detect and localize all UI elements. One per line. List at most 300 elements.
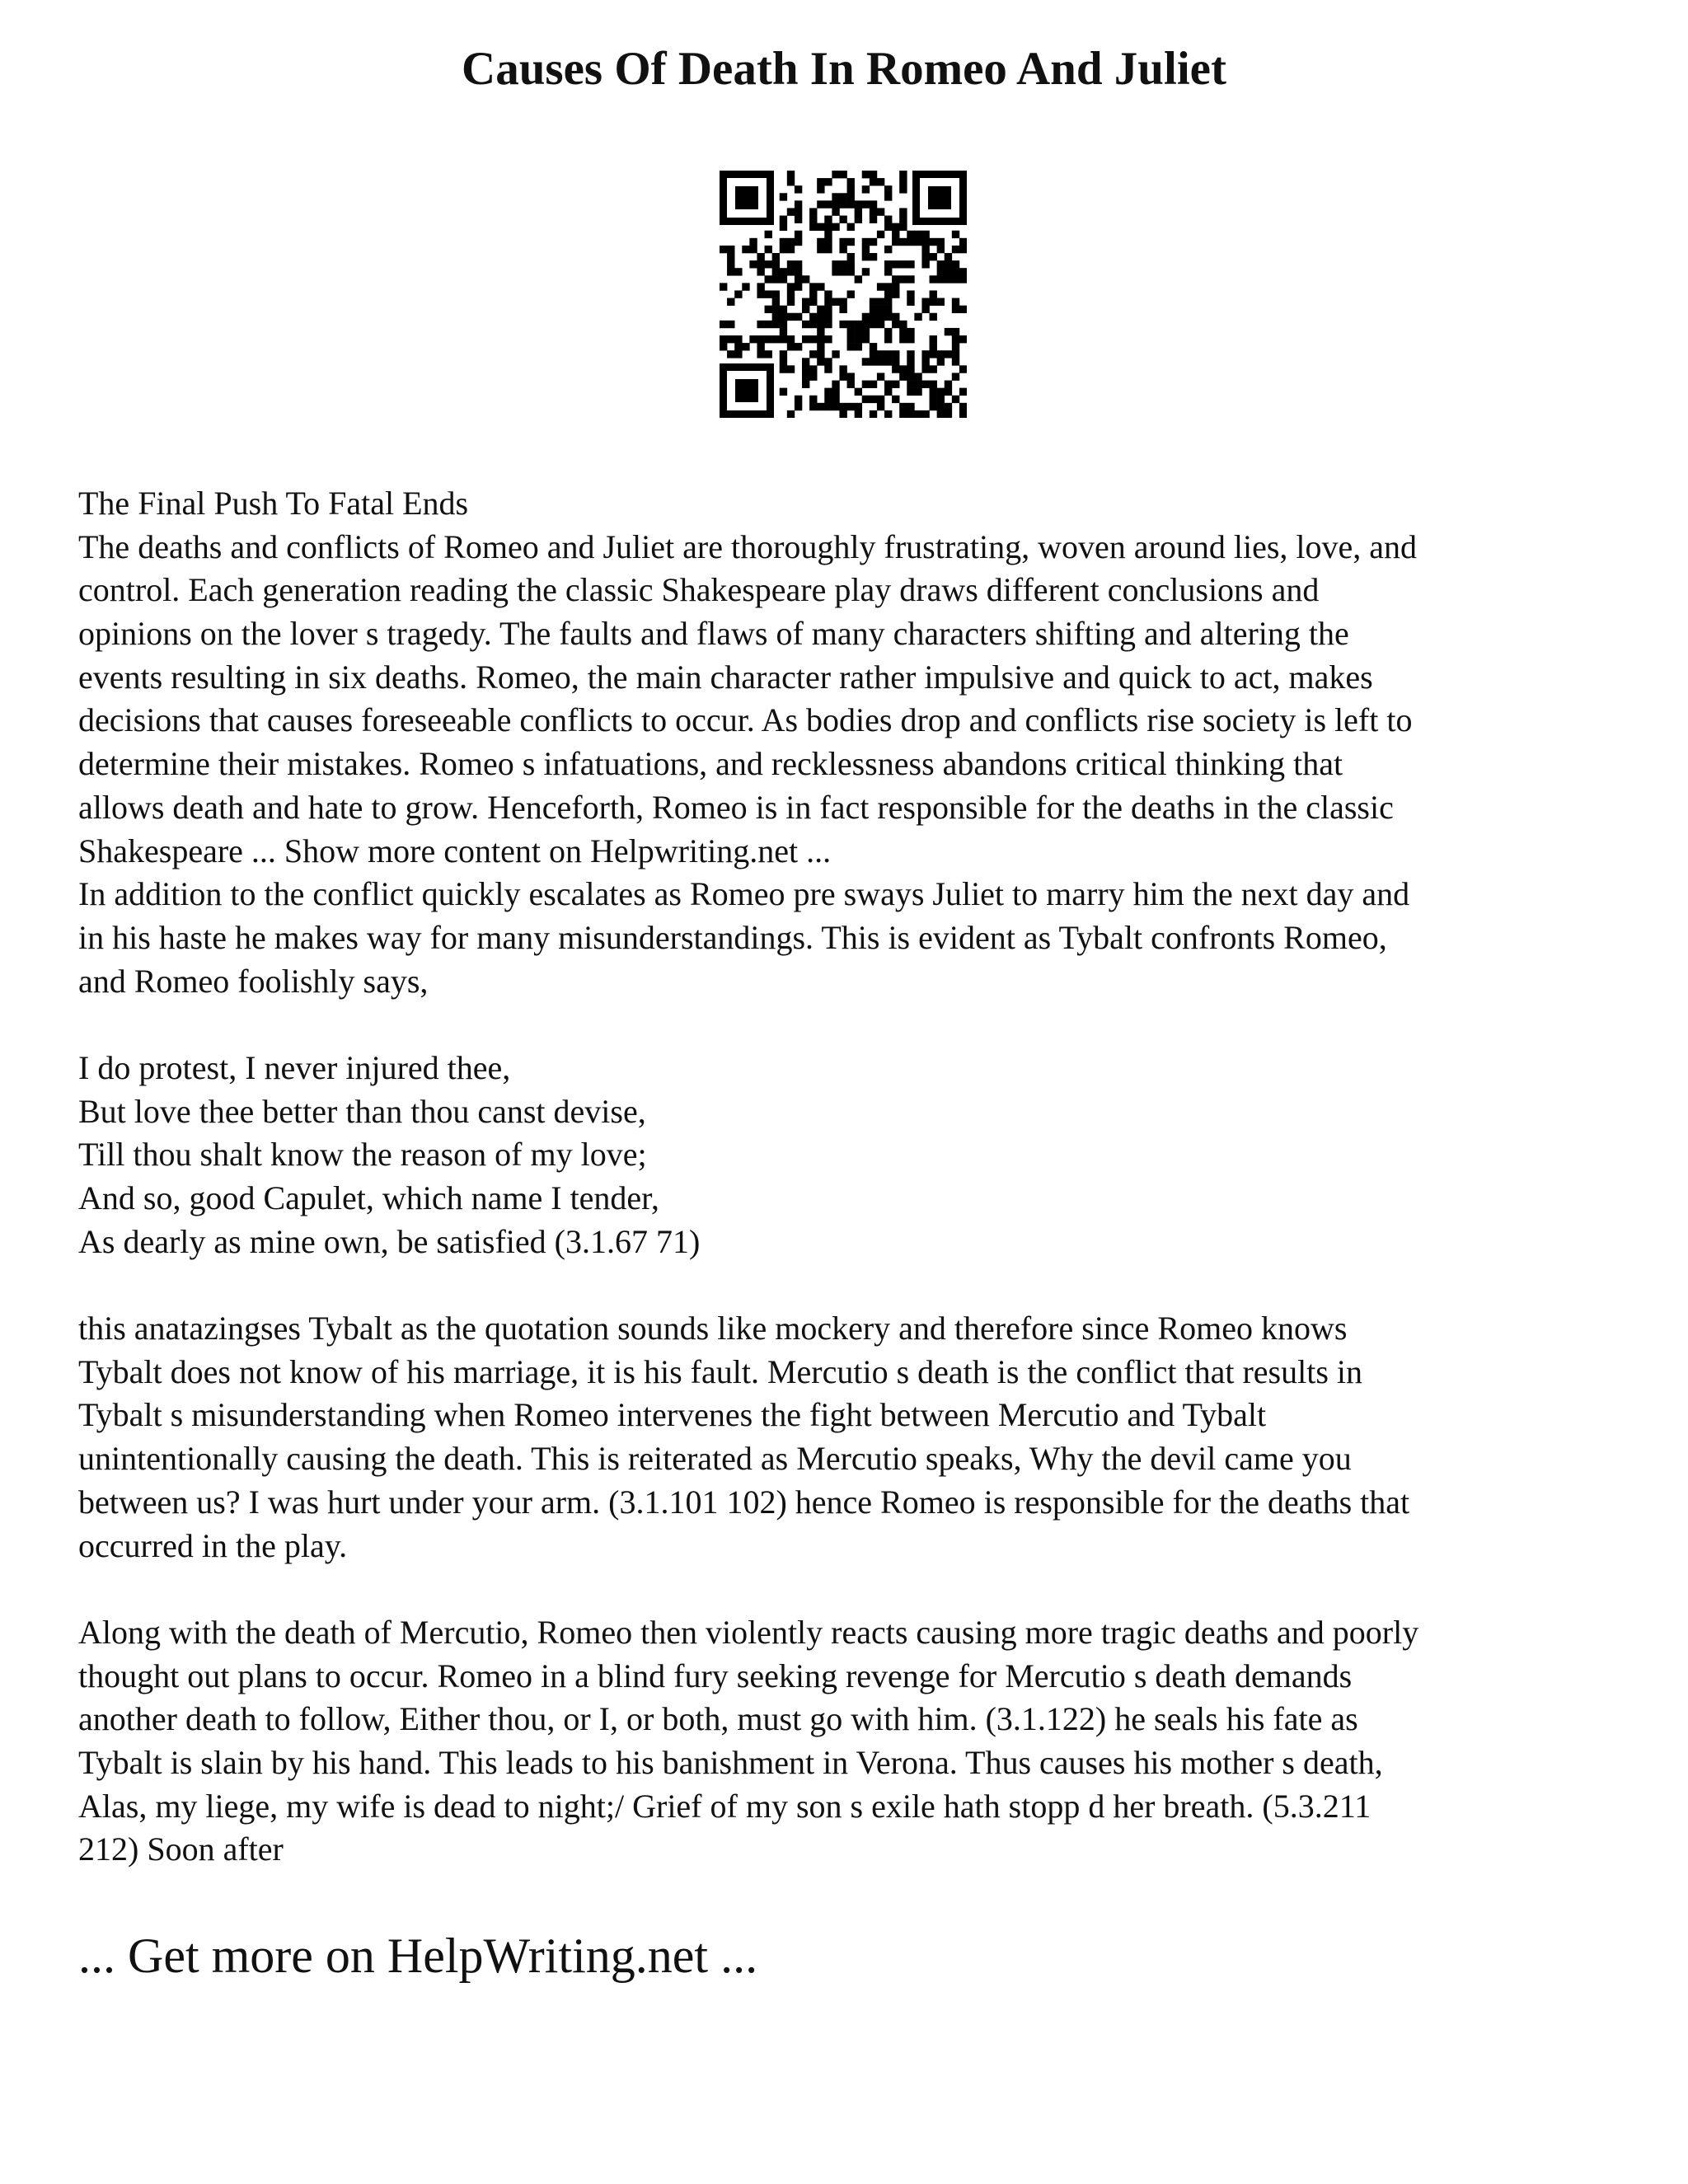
qr-module [892,238,899,246]
qr-module [787,171,795,178]
qr-module [847,403,855,410]
qr-module [809,223,817,231]
qr-module [772,335,780,343]
text-line: and Romeo foolishly says, [78,962,429,1000]
qr-module [795,275,802,283]
qr-module [772,260,780,268]
qr-module [914,381,921,388]
qr-module [870,321,877,328]
qr-module [765,321,772,328]
qr-module [930,298,937,306]
qr-module [921,260,929,268]
qr-module [824,403,832,410]
text-line: control. Each generation reading the classic Shakespeare play draws different conclusions and [78,571,1320,609]
qr-module [862,381,870,388]
qr-module [892,396,899,403]
qr-module [921,350,929,358]
qr-module [749,246,757,253]
qr-module [795,260,802,268]
qr-module [772,306,780,313]
qr-module [847,328,855,335]
qr-module [795,313,802,321]
qr-module [937,388,945,396]
qr-module [855,388,862,396]
qr-module [959,306,967,313]
qr-module [802,358,809,365]
spacer [78,1003,1628,1047]
text-line: thought out plans to occur. Romeo in a blind fury seeking revenge for Mercutio s death demands [78,1657,1353,1694]
qr-module [757,268,764,275]
qr-module [809,313,817,321]
qr-module [899,260,907,268]
qr-module [839,238,846,246]
qr-module [824,358,832,365]
qr-module [824,178,832,185]
qr-module [870,306,877,313]
qr-module [862,200,870,208]
qr-module [772,313,780,321]
qr-module [870,238,877,246]
qr-module [870,178,877,185]
qr-module [765,231,772,238]
qr-module [795,283,802,290]
qr-module [817,343,824,350]
qr-module [734,268,742,275]
qr-module [877,283,884,290]
qr-module [884,246,892,253]
qr-module [847,178,855,185]
qr-module [952,373,959,380]
qr-module [727,246,734,253]
qr-module [809,321,817,328]
qr-module [862,268,870,275]
text-line: The deaths and conflicts of Romeo and Juliet are thoroughly frustrating, woven around lies, love, and [78,527,1418,565]
qr-module [734,335,742,343]
qr-module [817,178,824,185]
intro-paragraph [78,482,1628,1003]
qr-module [914,313,921,321]
qr-module [884,260,892,268]
text-line: As dearly as mine own, be satisfied (3.1.67 71) [78,1222,701,1260]
document-body [78,482,1628,1872]
qr-module [832,200,839,208]
qr-module [749,335,757,343]
footer-link[interactable]: ... Get more on HelpWriting.net ... [78,1929,758,1983]
qr-module [757,335,764,343]
qr-module [839,306,846,313]
qr-module [892,275,899,283]
qr-module [952,396,959,403]
qr-module [952,298,959,306]
qr-module [802,275,809,283]
qr-module [884,410,892,418]
qr-module [930,275,937,283]
qr-module [839,200,846,208]
qr-module [802,335,809,343]
qr-module [809,373,817,380]
qr-module [937,358,945,365]
qr-module [959,246,967,253]
qr-module [930,343,937,350]
qr-module [787,365,795,373]
qr-module [959,388,967,396]
qr-module [899,365,907,373]
qr-module [907,328,914,335]
qr-module [757,260,764,268]
qr-module [824,365,832,373]
qr-module [795,200,802,208]
text-line: between us? I was hurt under your arm. (3.1.101 102) hence Romeo is responsible for the deaths that [78,1483,1410,1521]
qr-module [847,223,855,231]
qr-module [847,381,855,388]
qr-module [907,403,914,410]
qr-module [742,246,749,253]
qr-module [921,238,929,246]
qr-module [809,350,817,358]
qr-module [899,238,907,246]
qr-module [884,193,892,200]
qr-module [780,388,787,396]
qr-module [734,290,742,298]
qr-module [937,275,945,283]
qr-module [899,335,907,343]
qr-module [780,238,787,246]
text-line: Tybalt does not know of his marriage, it is his fault. Mercutio s death is the conflict that results in [78,1352,1363,1390]
qr-module [787,260,795,268]
qr-module [802,298,809,306]
qr-module [959,365,967,373]
qr-module [847,343,855,350]
qr-module [780,350,787,358]
qr-module [921,298,929,306]
qr-module [809,208,817,215]
qr-module [795,185,802,193]
qr-module [945,275,952,283]
text-line: in his haste he makes way for many misunderstandings. This is evident as Tybalt confronts Romeo, [78,918,1387,956]
qr-module [945,260,952,268]
qr-module [855,321,862,328]
qr-module [937,238,945,246]
qr-module [862,185,870,193]
qr-module [945,328,952,335]
qr-module [914,388,921,396]
qr-module [870,396,877,403]
qr-module [930,388,937,396]
quote-block [78,1047,1628,1263]
qr-module [884,328,892,335]
qr-module [824,321,832,328]
qr-module [780,321,787,328]
text-line: Tybalt is slain by his hand. This leads to his banishment in Verona. Thus causes his mother s death, [78,1743,1383,1781]
qr-module [757,283,764,290]
qr-module [839,365,846,373]
qr-module [877,403,884,410]
qr-module [870,171,877,178]
qr-module [907,290,914,298]
qr-module [907,388,914,396]
qr-module [945,403,952,410]
text-line: Along with the death of Mercutio, Romeo then violently reacts causing more tragic deaths and poorly [78,1613,1419,1651]
qr-module [832,193,839,200]
qr-module [809,335,817,343]
qr-module [884,381,892,388]
qr-module [921,365,929,373]
text-line: Tybalt s misunderstanding when Romeo intervenes the fight between Mercutio and Tybalt [78,1396,1267,1434]
qr-module [824,246,832,253]
qr-module [817,200,824,208]
qr-module [899,275,907,283]
qr-module [832,403,839,410]
qr-module [877,321,884,328]
text-line: allows death and hate to grow. Henceforth, Romeo is in fact responsible for the deaths in the classic [78,788,1394,826]
text-line: occurred in the play. [78,1526,348,1564]
qr-module [921,410,929,418]
qr-module [832,381,839,388]
text-line: But love thee better than thou canst devise, [78,1092,646,1130]
qr-module [839,246,846,253]
qr-module [765,275,772,283]
qr-module [907,410,914,418]
qr-module [787,238,795,246]
qr-module [937,260,945,268]
text-line: events resulting in six deaths. Romeo, the main character rather impulsive and quick to act, makes [78,658,1373,696]
qr-module [757,350,764,358]
spacer [78,1568,1628,1611]
qr-module [877,313,884,321]
qr-module [937,396,945,403]
qr-module [787,178,795,185]
qr-module [749,238,757,246]
qr-module [884,335,892,343]
qr-module [892,313,899,321]
qr-module [952,306,959,313]
qr-module [802,321,809,328]
qr-module [959,410,967,418]
qr-module [921,358,929,365]
qr-module [870,358,877,365]
qr-module [780,328,787,335]
qr-module [787,410,795,418]
qr-module [847,185,855,193]
qr-module [765,306,772,313]
qr-module [824,238,832,246]
text-line: Alas, my liege, my wife is dead to night;/ Grief of my son s exile hath stopp d her breath. (5.3.211 [78,1787,1372,1825]
qr-module [884,216,892,223]
qr-module [884,388,892,396]
qr-module [824,298,832,306]
qr-module [945,253,952,260]
qr-module [742,343,749,350]
text-line: And so, good Capulet, which name I tender, [78,1179,659,1216]
qr-module [870,410,877,418]
qr-module [877,178,884,185]
qr-module [839,268,846,275]
qr-module [892,260,899,268]
qr-module [862,335,870,343]
qr-module [952,335,959,343]
qr-module [795,343,802,350]
qr-module [907,298,914,306]
qr-module [937,410,945,418]
qr-module [832,388,839,396]
qr-module [727,350,734,358]
qr-module [795,268,802,275]
qr-module [892,223,899,231]
qr-module [832,223,839,231]
qr-module [817,321,824,328]
text-line: decisions that causes foreseeable conflicts to occur. As bodies drop and conflicts rise society is left to [78,701,1413,739]
qr-module [855,335,862,343]
qr-module [870,208,877,215]
qr-module [839,403,846,410]
qr-module [802,306,809,313]
qr-module [817,358,824,365]
qr-module [795,208,802,215]
qr-module [862,253,870,260]
qr-module [899,185,907,193]
qr-module [899,171,907,178]
qr-module [862,171,870,178]
qr-module [832,350,839,358]
qr-module [847,321,855,328]
text-line: 212) Soon after [78,1830,284,1868]
qr-module [877,350,884,358]
qr-module [907,358,914,365]
qr-module [780,193,787,200]
qr-module [884,223,892,231]
qr-module [749,260,757,268]
qr-module [772,290,780,298]
qr-module [847,260,855,268]
qr-module [937,246,945,253]
qr-module [795,403,802,410]
qr-module [734,343,742,350]
qr-module [899,403,907,410]
qr-module [809,403,817,410]
qr-module [832,208,839,215]
qr-module [847,200,855,208]
qr-module [757,290,764,298]
qr-module [892,365,899,373]
qr-module [802,373,809,380]
qr-module [877,358,884,365]
qr-module [870,298,877,306]
qr-module [727,321,734,328]
spacer [78,1263,1628,1307]
qr-module [817,283,824,290]
qr-module [772,321,780,328]
qr-module [839,298,846,306]
second-paragraph [78,1307,1628,1568]
qr-module [877,208,884,215]
qr-module [727,268,734,275]
qr-module [787,335,795,343]
qr-module [772,275,780,283]
qr-module [914,410,921,418]
qr-module [884,306,892,313]
qr-module [832,171,839,178]
qr-module [780,306,787,313]
qr-module [787,208,795,215]
qr-module [727,335,734,343]
qr-module [937,350,945,358]
qr-module [780,216,787,223]
text-line: The Final Push To Fatal Ends [78,485,469,522]
qr-module [892,290,899,298]
qr-module [802,365,809,373]
third-paragraph [78,1611,1628,1872]
qr-module [884,298,892,306]
text-line: determine their mistakes. Romeo s infatuations, and recklessness abandons critical thinking that [78,745,1343,783]
qr-module [907,373,914,380]
qr-module [765,335,772,343]
qr-module [930,350,937,358]
qr-module [930,403,937,410]
qr-module [884,350,892,358]
qr-module [870,313,877,321]
qr-module [720,321,727,328]
qr-module [899,208,907,215]
qr-module [847,238,855,246]
qr-module [765,290,772,298]
qr-module [757,321,764,328]
qr-module [862,358,870,365]
qr-module [824,396,832,403]
qr-module [780,268,787,275]
qr-module [907,231,914,238]
qr-module [832,396,839,403]
qr-module [839,193,846,200]
qr-module [884,358,892,365]
qr-module [847,290,855,298]
qr-module [855,403,862,410]
qr-module [780,275,787,283]
qr-module [839,260,846,268]
qr-module [870,216,877,223]
qr-module [937,403,945,410]
qr-module [795,216,802,223]
qr-module [832,260,839,268]
qr-module [847,335,855,343]
qr-module [892,350,899,358]
qr-module [930,313,937,321]
qr-module [817,238,824,246]
qr-module [765,260,772,268]
qr-module [930,335,937,343]
qr-module [959,275,967,283]
qr-module [787,246,795,253]
qr-module [952,343,959,350]
qr-module [899,223,907,231]
qr-module [772,268,780,275]
qr-module [884,283,892,290]
qr-module [899,328,907,335]
qr-module [839,410,846,418]
qr-module [780,313,787,321]
qr-module [870,200,877,208]
qr-module [824,388,832,396]
qr-module [757,253,764,260]
qr-module [855,216,862,223]
qr-module [855,343,862,350]
qr-module [952,275,959,283]
qr-module [914,238,921,246]
qr-module [930,253,937,260]
qr-module [809,216,817,223]
qr-module [855,328,862,335]
qr-module [855,275,862,283]
qr-module [907,381,914,388]
